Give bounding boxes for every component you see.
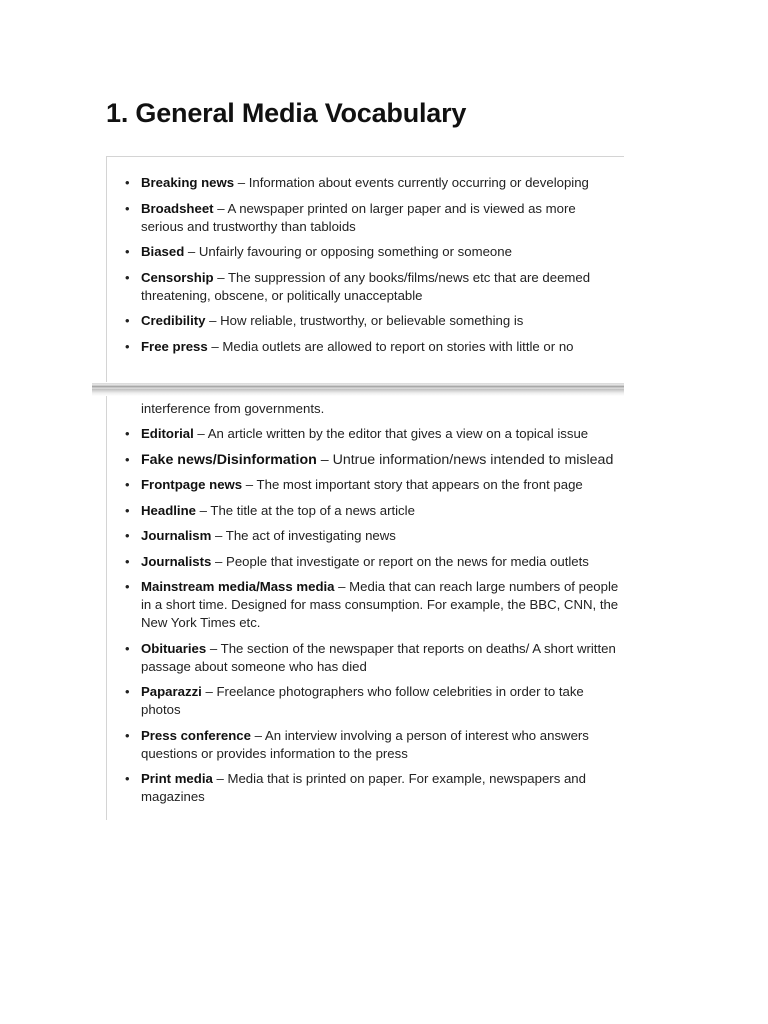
bullet-icon: • (125, 553, 130, 569)
vocab-item-journalists (107, 553, 624, 571)
vocab-item-press-conference (107, 727, 624, 763)
vocab-item-credibility (107, 312, 624, 330)
vocab-term: Obituaries (141, 640, 207, 656)
vocab-definition: – How reliable, trustworthy, or believable something is (205, 313, 524, 328)
vocab-panel-top (106, 156, 624, 382)
bullet-icon: • (125, 640, 130, 656)
vocab-item-editorial (107, 425, 624, 443)
vocab-term: Free press (141, 338, 208, 354)
vocab-item-censorship (107, 269, 624, 305)
bullet-icon: • (125, 451, 130, 467)
vocab-list-bottom (107, 396, 624, 806)
vocab-definition: – Information about events currently occurring or developing (234, 175, 589, 190)
vocab-definition: – People that investigate or report on the news for media outlets (211, 553, 589, 569)
vocab-definition: – An interview involving a person of interest who answers questions or provides information to the press (141, 727, 589, 761)
bullet-icon: • (125, 426, 130, 441)
vocab-continuation-text: interference from governments. (141, 401, 325, 416)
vocab-definition: – The act of investigating news (211, 528, 396, 543)
bullet-icon: • (125, 477, 130, 492)
vocab-definition: – The suppression of any books/films/news etc that are deemed threatening, obscene, or politically unacceptable (141, 269, 591, 303)
bullet-icon: • (125, 338, 130, 354)
vocab-item-journalism (107, 527, 624, 545)
bullet-icon: • (125, 244, 130, 259)
bullet-icon: • (125, 313, 130, 328)
vocab-item-headline (107, 502, 624, 520)
vocab-definition: – An article written by the editor that gives a view on a topical issue (193, 426, 589, 441)
bullet-icon: • (125, 200, 130, 216)
vocab-item-mainstream-media (107, 578, 624, 632)
vocab-definition: – Unfairly favouring or opposing something or someone (184, 244, 512, 259)
vocab-term: Press conference (141, 727, 251, 743)
bullet-icon: • (125, 528, 130, 543)
vocab-item-broadsheet (107, 200, 624, 236)
vocab-definition: – Freelance photographers who follow celebrities in order to take photos (141, 684, 584, 717)
vocab-term: Editorial (141, 426, 194, 441)
vocab-term: Broadsheet (141, 200, 214, 216)
vocab-item-frontpage-news (107, 476, 624, 494)
vocab-term: Journalists (141, 553, 212, 569)
vocab-item-biased (107, 243, 624, 261)
bullet-icon: • (125, 684, 130, 699)
vocab-term: Mainstream media/Mass media (141, 579, 335, 594)
vocab-definition: – A newspaper printed on larger paper and is viewed as more serious and trustworthy than tabloids (141, 200, 576, 234)
vocab-term: Fake news/Disinformation (141, 451, 317, 468)
vocab-term: Biased (141, 244, 185, 259)
bullet-icon: • (125, 727, 130, 743)
vocab-definition: – The title at the top of a news article (195, 502, 415, 518)
vocab-term: Journalism (141, 528, 212, 543)
vocab-definition: – Media that can reach large numbers of people in a short time. Designed for mass consumption. For example, the BBC, CNN, the New York Times etc. (141, 579, 619, 630)
vocab-item-free-press (107, 338, 624, 356)
vocab-definition: – The section of the newspaper that reports on deaths/ A short written passage about someone who has died (141, 640, 616, 674)
page-title: 1. General Media Vocabulary (106, 98, 467, 128)
vocab-panel-bottom (106, 396, 624, 820)
vocab-definition: – The most important story that appears on the front page (242, 477, 583, 492)
vocab-term: Headline (141, 502, 196, 518)
vocab-term: Print media (141, 771, 213, 786)
vocab-item-print-media (107, 770, 624, 806)
vocab-term: Paparazzi (141, 684, 202, 699)
vocab-item-obituaries (107, 640, 624, 676)
bullet-icon: • (125, 269, 130, 285)
bullet-icon: • (125, 579, 130, 594)
page-break-divider (92, 383, 624, 396)
vocab-item-paparazzi (107, 683, 624, 719)
vocab-item-fake-news (107, 451, 624, 469)
vocab-term: Frontpage news (141, 477, 243, 492)
bullet-icon: • (125, 771, 130, 786)
vocab-definition: – Untrue information/news intended to mislead (316, 451, 614, 468)
bullet-icon: • (125, 502, 130, 518)
bullet-icon: • (125, 175, 130, 190)
vocab-term: Censorship (141, 269, 214, 285)
vocab-term: Credibility (141, 313, 206, 328)
vocab-definition: – Media outlets are allowed to report on stories with little or no (207, 338, 574, 354)
vocab-definition: – Media that is printed on paper. For example, newspapers and magazines (141, 771, 586, 804)
vocab-item-breaking-news (107, 174, 624, 192)
vocab-list-top (107, 157, 624, 356)
vocab-term: Breaking news (141, 175, 235, 190)
